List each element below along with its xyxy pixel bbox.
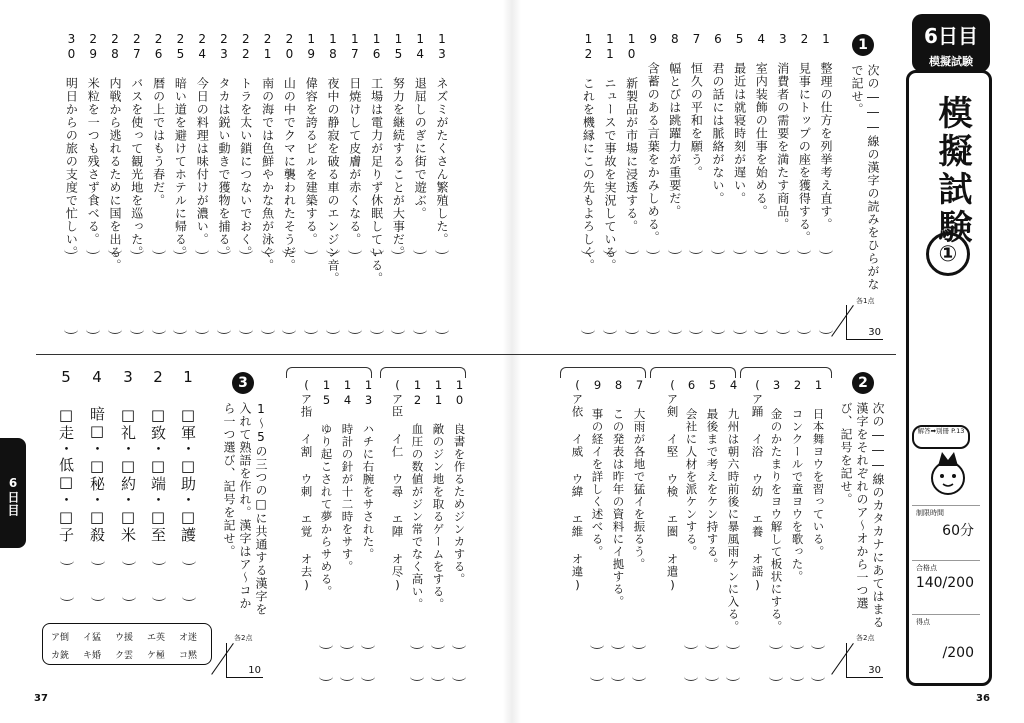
answer-blank[interactable] [108, 325, 122, 334]
question-1-item: 22 トラを太い鎖につないでおく。 [238, 32, 253, 259]
question-2-item: 8 この発表は昨年の資料にイ拠する。 [611, 378, 626, 608]
question-2-choices: (ア指 イ割 ウ刺 エ覚 オ去) [299, 378, 314, 593]
answer-blank[interactable] [91, 592, 105, 601]
question-1-item: 3 消費者の需要を満たす商品。 [775, 32, 790, 231]
question-2-item: 14 時計の針が十二時をサす。 [340, 378, 355, 573]
answer-blank[interactable] [603, 325, 617, 334]
answer-blank[interactable] [819, 245, 833, 254]
question-1-item: 29 米粒を一つも残さず食べる。 [86, 32, 101, 246]
question-2-item: 11 敵のジン地を取るゲームをする。 [431, 378, 446, 611]
answer-blank[interactable] [173, 325, 187, 334]
answer-blank[interactable] [413, 325, 427, 334]
day-badge [912, 14, 990, 72]
question-1-item: 8 幅とびは跳躍力が重要だ。 [667, 32, 682, 218]
question-1-item: 17 日焼けして皮膚が赤くなる。 [347, 32, 362, 246]
title-number: ① [926, 232, 970, 276]
answer-blank[interactable] [326, 325, 340, 334]
answer-blank[interactable] [239, 325, 253, 334]
answer-blank[interactable] [711, 245, 725, 254]
question-3-item: 4 暗□・□秘・□殺 [88, 368, 106, 543]
question-1-item: 11 ニュースで事故を実況している。 [603, 32, 617, 272]
choice-ka: カ銃 [51, 651, 70, 661]
side-tab [0, 438, 26, 548]
answer-blank[interactable] [122, 592, 136, 601]
question-2-instruction-line2: 漢字をそれぞれのア～オから一つ選 [855, 402, 869, 610]
question-3-points: 各2点 [234, 634, 253, 642]
answer-blank[interactable] [733, 325, 747, 334]
answer-blank[interactable] [769, 640, 783, 649]
question-3-choices [42, 623, 212, 665]
answer-blank[interactable] [452, 640, 466, 649]
choice-e: エ英 [147, 633, 166, 643]
answer-blank[interactable] [684, 640, 698, 649]
answer-blank[interactable] [130, 325, 144, 334]
question-1-item: 1 整理の仕方を列挙考え直す。 [819, 32, 833, 231]
answer-blank[interactable] [590, 672, 604, 681]
question-2-choices: (ア剣 イ堅 ウ検 エ圏 オ遣) [665, 378, 680, 593]
question-1-item: 6 君の話には脈絡がない。 [711, 32, 725, 205]
question-2-group-bracket-1 [740, 367, 832, 378]
answer-blank[interactable] [705, 640, 719, 649]
question-3-instruction-line3: ら一つ選び、記号を記せ。 [222, 402, 236, 558]
answer-blank[interactable] [705, 672, 719, 681]
question-3-score-box [226, 643, 263, 678]
answer-blank[interactable] [632, 640, 646, 649]
question-1-item: 24 今日の料理は味付けが濃い。 [195, 32, 210, 246]
question-3-instruction-line2: 入れて熟語を作れ。漢字はア～コか [238, 402, 252, 610]
answer-blank[interactable] [410, 640, 424, 649]
choice-ki: キ婚 [83, 651, 102, 661]
answer-blank[interactable] [726, 640, 740, 649]
answer-blank[interactable] [348, 325, 362, 334]
answer-blank[interactable] [152, 325, 166, 334]
question-1-item: 27 バスを使って観光地を巡った。 [129, 32, 144, 259]
answer-blank[interactable] [452, 672, 466, 681]
answer-blank[interactable] [431, 640, 445, 649]
question-2-item: 1 日本舞ヨウを習っている。 [811, 378, 826, 558]
question-1-item: 10 新製品が市場に浸透する。 [624, 32, 639, 233]
question-1-item: 21 南の海では色鮮やかな魚が泳ぐ。 [260, 32, 275, 272]
question-2-choices: (ア依 イ威 ウ緯 エ維 オ違) [570, 378, 585, 593]
question-1-item: 28 内戦から逃れるために国を出る。 [108, 32, 122, 272]
question-2-item: 13 ハチに右腕をサされた。 [361, 378, 376, 561]
question-3-item: 5 □走・低□・□子 [57, 368, 75, 543]
passing-score-label: 合格点 [916, 564, 937, 572]
answer-blank[interactable] [86, 325, 100, 334]
answer-blank[interactable] [361, 640, 375, 649]
time-limit-value: 60分 [942, 523, 974, 539]
answer-blank[interactable] [391, 325, 405, 334]
answer-blank[interactable] [182, 592, 196, 601]
answer-blank[interactable] [60, 592, 74, 601]
question-3-badge: 3 [232, 372, 254, 394]
answer-blank[interactable] [603, 245, 617, 254]
question-2-badge: 2 [852, 372, 874, 394]
answer-blank[interactable] [435, 245, 449, 254]
score-box [912, 614, 980, 661]
question-2-group-bracket-5 [286, 367, 372, 378]
question-2-item: 10 良書を作るためジンカする。 [452, 378, 467, 586]
answer-blank[interactable] [195, 245, 209, 254]
answer-blank[interactable] [811, 640, 825, 649]
answer-blank[interactable] [182, 556, 196, 565]
time-limit-box [912, 505, 980, 540]
score-label: 得点 [916, 618, 930, 626]
answer-blank[interactable] [64, 325, 78, 334]
answer-blank[interactable] [261, 325, 275, 334]
answer-blank[interactable] [413, 245, 427, 254]
question-3-item: 2 □致・□端・□至 [149, 368, 167, 543]
choice-ke: ケ極 [147, 651, 166, 661]
mascot-icon [928, 448, 968, 496]
question-2-item: 12 血圧の数値がジン常でなく高い。 [410, 378, 425, 611]
question-3-item: 1 □軍・□助・□護 [179, 368, 197, 543]
answer-blank[interactable] [410, 672, 424, 681]
answer-blank[interactable] [811, 672, 825, 681]
question-1-points: 各1点 [856, 297, 875, 305]
answer-blank[interactable] [108, 245, 122, 254]
answer-blank[interactable] [304, 245, 318, 254]
question-2-total: 30 [868, 665, 881, 676]
question-2-item: 15 ゆり起こされて夢からサめる。 [319, 378, 334, 598]
choice-ku: ク雲 [115, 651, 134, 661]
choice-a: ア倒 [51, 633, 70, 643]
question-2-score-box [846, 643, 883, 678]
answer-blank[interactable] [217, 245, 231, 254]
question-1-item: 20 山の中でクマに襲われたそうだ。 [282, 32, 297, 272]
answer-blank[interactable] [60, 556, 74, 565]
question-1-total: 30 [868, 327, 881, 338]
answer-blank[interactable] [590, 640, 604, 649]
question-2-choices: (ア踊 イ浴 ウ幼 エ養 オ謡) [750, 378, 765, 593]
page-title: 模擬試験 [932, 95, 972, 247]
answer-blank[interactable] [195, 325, 209, 334]
question-2-choices: (ア臣 イ仁 ウ尋 エ陣 オ尽) [390, 378, 405, 593]
question-1-item: 23 タカは鋭い動きで獲物を捕る。 [217, 32, 231, 259]
answer-blank[interactable] [86, 245, 100, 254]
answer-blank[interactable] [340, 640, 354, 649]
question-2-item: 4 九州は朝六時前後に暴風雨ケンに入る。 [726, 378, 741, 633]
answer-blank[interactable] [790, 672, 804, 681]
question-1-instruction-line2: で記せ。 [850, 64, 864, 116]
question-1-badge: 1 [852, 34, 874, 56]
answer-blank[interactable] [152, 556, 166, 565]
answer-blank[interactable] [776, 325, 790, 334]
answer-blank[interactable] [611, 640, 625, 649]
question-2-item: 7 大雨が各地で猛イを振るう。 [632, 378, 647, 571]
answer-blank[interactable] [668, 325, 682, 334]
passing-score-box [912, 560, 980, 591]
answer-blank[interactable] [282, 325, 296, 334]
answer-blank[interactable] [152, 245, 166, 254]
question-1-instruction-line1: 次の―――線の漢字の読みをひらがな [866, 64, 880, 291]
answer-blank[interactable] [733, 245, 747, 254]
answer-blank[interactable] [435, 325, 449, 334]
question-2-item: 9 事の経イを詳しく述べる。 [590, 378, 605, 558]
answer-blank[interactable] [790, 640, 804, 649]
answer-blank[interactable] [152, 592, 166, 601]
question-1-item: 5 最近は就寝時刻が遅い。 [732, 32, 747, 205]
answer-blank[interactable] [217, 325, 231, 334]
question-2-item: 5 最後まで考えをケン持する。 [705, 378, 720, 571]
page-number-right: 36 [976, 693, 990, 704]
answer-blank[interactable] [319, 672, 333, 681]
question-2-group-bracket-3 [560, 367, 646, 378]
answer-blank[interactable] [340, 672, 354, 681]
question-1-item: 16 工場は電力が足りず休眠している。 [369, 32, 384, 285]
section-divider [36, 354, 896, 355]
answer-blank[interactable] [326, 245, 340, 254]
answer-blank[interactable] [122, 556, 136, 565]
question-1-item: 2 見事にトップの座を獲得する。 [797, 32, 812, 244]
answer-blank[interactable] [776, 245, 790, 254]
passing-score-value: 140/200 [915, 575, 974, 591]
page-number-left: 37 [34, 693, 48, 704]
question-1-item: 18 夜中の静寂を破る車のエンジン音。 [326, 32, 340, 285]
side-tab-label: 6日目 [6, 476, 20, 517]
choice-i: イ猛 [83, 633, 102, 643]
question-2-item: 3 金のかたまりをヨウ解して板状にする。 [769, 378, 784, 633]
answer-blank[interactable] [625, 325, 639, 334]
choice-u: ウ援 [115, 633, 134, 643]
question-1-item: 26 暦の上ではもう春だ。 [151, 32, 166, 207]
question-3-total: 10 [248, 665, 261, 676]
question-1-item: 19 偉容を誇るビルを建築する。 [304, 32, 319, 246]
answer-blank[interactable] [370, 325, 384, 334]
question-3-item: 3 □礼・□約・□米 [119, 368, 137, 543]
answer-blank[interactable] [431, 672, 445, 681]
question-1-item: 14 退屈しのぎに街で遊ぶ。 [413, 32, 428, 220]
question-2-group-bracket-2 [650, 367, 736, 378]
question-1-item: 9 含蓄のある言葉をかみしめる。 [646, 32, 661, 244]
question-2-item: 6 会社に人材を派ケンする。 [684, 378, 699, 558]
question-2-group-bracket-4 [380, 367, 466, 378]
answer-blank[interactable] [684, 672, 698, 681]
answer-blank[interactable] [819, 325, 833, 334]
question-1-item: 15 努力を継続することが大事だ。 [391, 32, 406, 259]
answer-blank[interactable] [632, 672, 646, 681]
answer-blank[interactable] [261, 245, 275, 254]
answer-blank[interactable] [769, 672, 783, 681]
choice-ko: コ黙 [179, 651, 198, 661]
question-1-item: 30 明日からの旅の支度で忙しい。 [64, 32, 79, 259]
answer-blank[interactable] [239, 245, 253, 254]
score-value: /200 [942, 645, 974, 661]
page-gutter [503, 0, 521, 723]
question-1-item: 7 恒久の平和を願う。 [689, 32, 704, 179]
answer-blank[interactable] [304, 325, 318, 334]
answer-blank[interactable] [611, 672, 625, 681]
answer-blank[interactable] [625, 245, 639, 254]
answer-blank[interactable] [361, 672, 375, 681]
answer-blank[interactable] [319, 640, 333, 649]
question-1-score-box [846, 305, 883, 340]
answer-blank[interactable] [370, 245, 384, 254]
question-3-instruction-line1: 1～5の三つの□に共通する漢字を [254, 402, 268, 616]
question-2-instruction-line3: び、記号を記せ。 [839, 402, 853, 506]
answer-blank[interactable] [91, 556, 105, 565]
question-1-item: 13 ネズミがたくさん繁殖した。 [435, 32, 449, 246]
question-1-item: 4 室内装飾の仕事を始める。 [754, 32, 769, 218]
answer-blank[interactable] [130, 245, 144, 254]
answer-blank[interactable] [711, 325, 725, 334]
question-1-item: 12 これを機縁にこの先もよろしく。 [581, 32, 596, 272]
answer-blank[interactable] [726, 672, 740, 681]
question-1-item: 25 暗い道を避けてホテルに帰る。 [173, 32, 188, 259]
choice-o: オ迷 [179, 633, 198, 643]
question-2-instruction-line1: 次の―――線のカタカナにあてはまる [871, 402, 885, 629]
answer-reference: 解答➡別冊 P.13 [912, 425, 970, 449]
time-limit-label: 制限時間 [916, 509, 944, 517]
day-subtitle: 模擬試験 [929, 55, 973, 68]
answer-blank[interactable] [348, 245, 362, 254]
answer-blank[interactable] [668, 245, 682, 254]
question-2-points: 各2点 [856, 634, 875, 642]
day-label: 6日目 [924, 24, 978, 48]
question-2-item: 2 コンクールで童ヨウを歌った。 [790, 378, 805, 583]
